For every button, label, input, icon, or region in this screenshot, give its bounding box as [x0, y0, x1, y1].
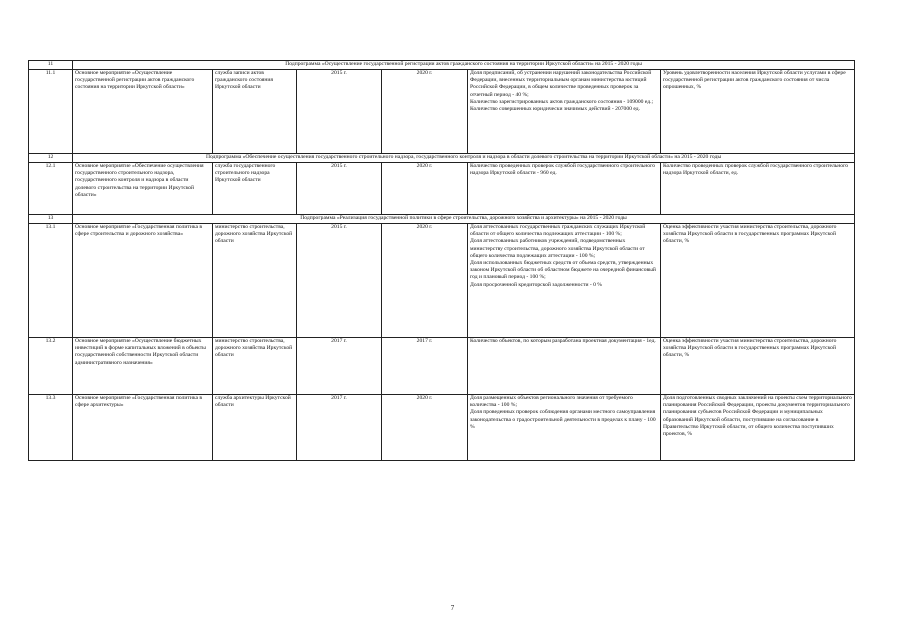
- page-number: 7: [450, 604, 455, 612]
- results-cell: Доля аттестованных государственных гражданских служащих Иркутской области от общего количества подлежащих аттестации - 100 %; Доля аттестованных работников учреждений, подведомственных министерству строительства, дорожного хозяйства Иркутской области от общего количества подлежащих аттестации - 100 %; Доля использованных бюджетных средств от объема средств, утвержденных законом Иркутской области об областном бюджете на очередной финансовый год и плановый период - 100 %; Доля просроченной кредиторской задолженности - 0 %: [468, 224, 661, 338]
- end-year-cell: 2020 г.: [382, 163, 468, 215]
- measure-cell: Основное мероприятие «Государственная политика в сфере архитектуры»: [73, 395, 213, 461]
- section-title: Подпрограмма «Обеспечение осуществления государственного строительного надзора, государственного контроля и надзора в области долевого строительства на территории Иркутской области» на 2015 - 2020 годы: [73, 154, 855, 163]
- section-number: 11: [29, 61, 73, 70]
- start-year-cell: 2017 г.: [297, 395, 382, 461]
- section-row: [29, 215, 855, 224]
- end-year-cell: 2020 г.: [382, 395, 468, 461]
- results-cell: Количество проведенных проверок службой государственного строительного надзора Иркутской области - 960 ед.: [468, 163, 661, 215]
- indicator-cell: Оценка эффективности участия министерства строительства, дорожного хозяйства Иркутской области в государственных программах Иркутской области, %: [661, 224, 855, 338]
- indicator-cell: Количество проведенных проверок службой государственного строительного надзора Иркутской области, ед.: [661, 163, 855, 215]
- section-number: 13: [29, 215, 73, 224]
- section-number: 12: [29, 154, 73, 163]
- program-table: [28, 60, 855, 461]
- executor-cell: служба государственного строительного надзора Иркутской области: [213, 163, 297, 215]
- table-row: [29, 338, 855, 395]
- section-title: Подпрограмма «Реализация государственной политики в сфере строительства, дорожного хозяйства и архитектуры» на 2015 - 2020 годы: [73, 215, 855, 224]
- start-year-cell: 2015 г.: [297, 70, 382, 154]
- start-year-cell: 2015 г.: [297, 224, 382, 338]
- table-row: [29, 395, 855, 461]
- measure-cell: Основное мероприятие «Осуществление бюджетных инвестиций в форме капитальных вложений в объекты государственной собственности Иркутской области административного назначения»: [73, 338, 213, 395]
- section-row: [29, 61, 855, 70]
- measure-cell: Основное мероприятие «Обеспечение осуществления государственного строительного надзора, государственного контроля и надзора в области долевого строительства на территории Иркутской области»: [73, 163, 213, 215]
- executor-cell: служба записи актов гражданского состояния Иркутской области: [213, 70, 297, 154]
- end-year-cell: 2020 г.: [382, 224, 468, 338]
- table-row: [29, 224, 855, 338]
- indicator-cell: Оценка эффективности участия министерства строительства, дорожного хозяйства Иркутской области в государственных программах Иркутской области, %: [661, 338, 855, 395]
- measure-cell: Основное мероприятие «Осуществление государственной регистрации актов гражданского состояния на территории Иркутской области»: [73, 70, 213, 154]
- item-number: 13.1: [29, 224, 73, 338]
- start-year-cell: 2015 г.: [297, 163, 382, 215]
- results-cell: Доля размещенных объектов регионального значения от требуемого количества - 100 %; Доля проведенных проверок соблюдения органами местного самоуправления законодательства о градостроительной деятельности в пределах к плану - 100 %: [468, 395, 661, 461]
- results-cell: Доля предписаний, об устранении нарушений законодательства Российской Федерации, внесенных территориальным органам министерства юстиций Российской Федерации, в общем количестве проведенных проверок за отчетный период - 40 %; Количество зарегистрированных актов гражданского состояния - 109000 ед.; Количество совершенных юридически значимых действий - 207000 ед.: [468, 70, 661, 154]
- item-number: 12.1: [29, 163, 73, 215]
- item-number: 13.2: [29, 338, 73, 395]
- item-number: 13.3: [29, 395, 73, 461]
- section-title: Подпрограмма «Осуществление государственной регистрации актов гражданского состояния на территории Иркутской области» на 2015 - 2020 годы: [73, 61, 855, 70]
- measure-cell: Основное мероприятие «Государственная политика в сфере строительства и дорожного хозяйства»: [73, 224, 213, 338]
- indicator-cell: Уровень удовлетворенности населения Иркутской области услугами в сфере государственной регистрации актов гражданского состояния от числа опрошенных, %: [661, 70, 855, 154]
- end-year-cell: 2017 г.: [382, 338, 468, 395]
- start-year-cell: 2017 г.: [297, 338, 382, 395]
- end-year-cell: 2020 г.: [382, 70, 468, 154]
- indicator-cell: Доля подготовленных сводных заключений на проекты схем территориального планирования Российской Федерации, проекты документов территориального планирования субъектов Российской Федерации и муниципальных образований Иркутской области, поступившие на согласование в Правительство Иркутской области, от общего количества поступивших проектов, %: [661, 395, 855, 461]
- table-row: [29, 70, 855, 154]
- table-row: [29, 163, 855, 215]
- section-row: [29, 154, 855, 163]
- item-number: 11.1: [29, 70, 73, 154]
- results-cell: Количество объектов, по которым разработана проектная документация - 1ед.: [468, 338, 661, 395]
- executor-cell: министерство строительства, дорожного хозяйства Иркутской области: [213, 224, 297, 338]
- executor-cell: министерство строительства, дорожного хозяйства Иркутской области: [213, 338, 297, 395]
- executor-cell: служба архитектуры Иркутской области: [213, 395, 297, 461]
